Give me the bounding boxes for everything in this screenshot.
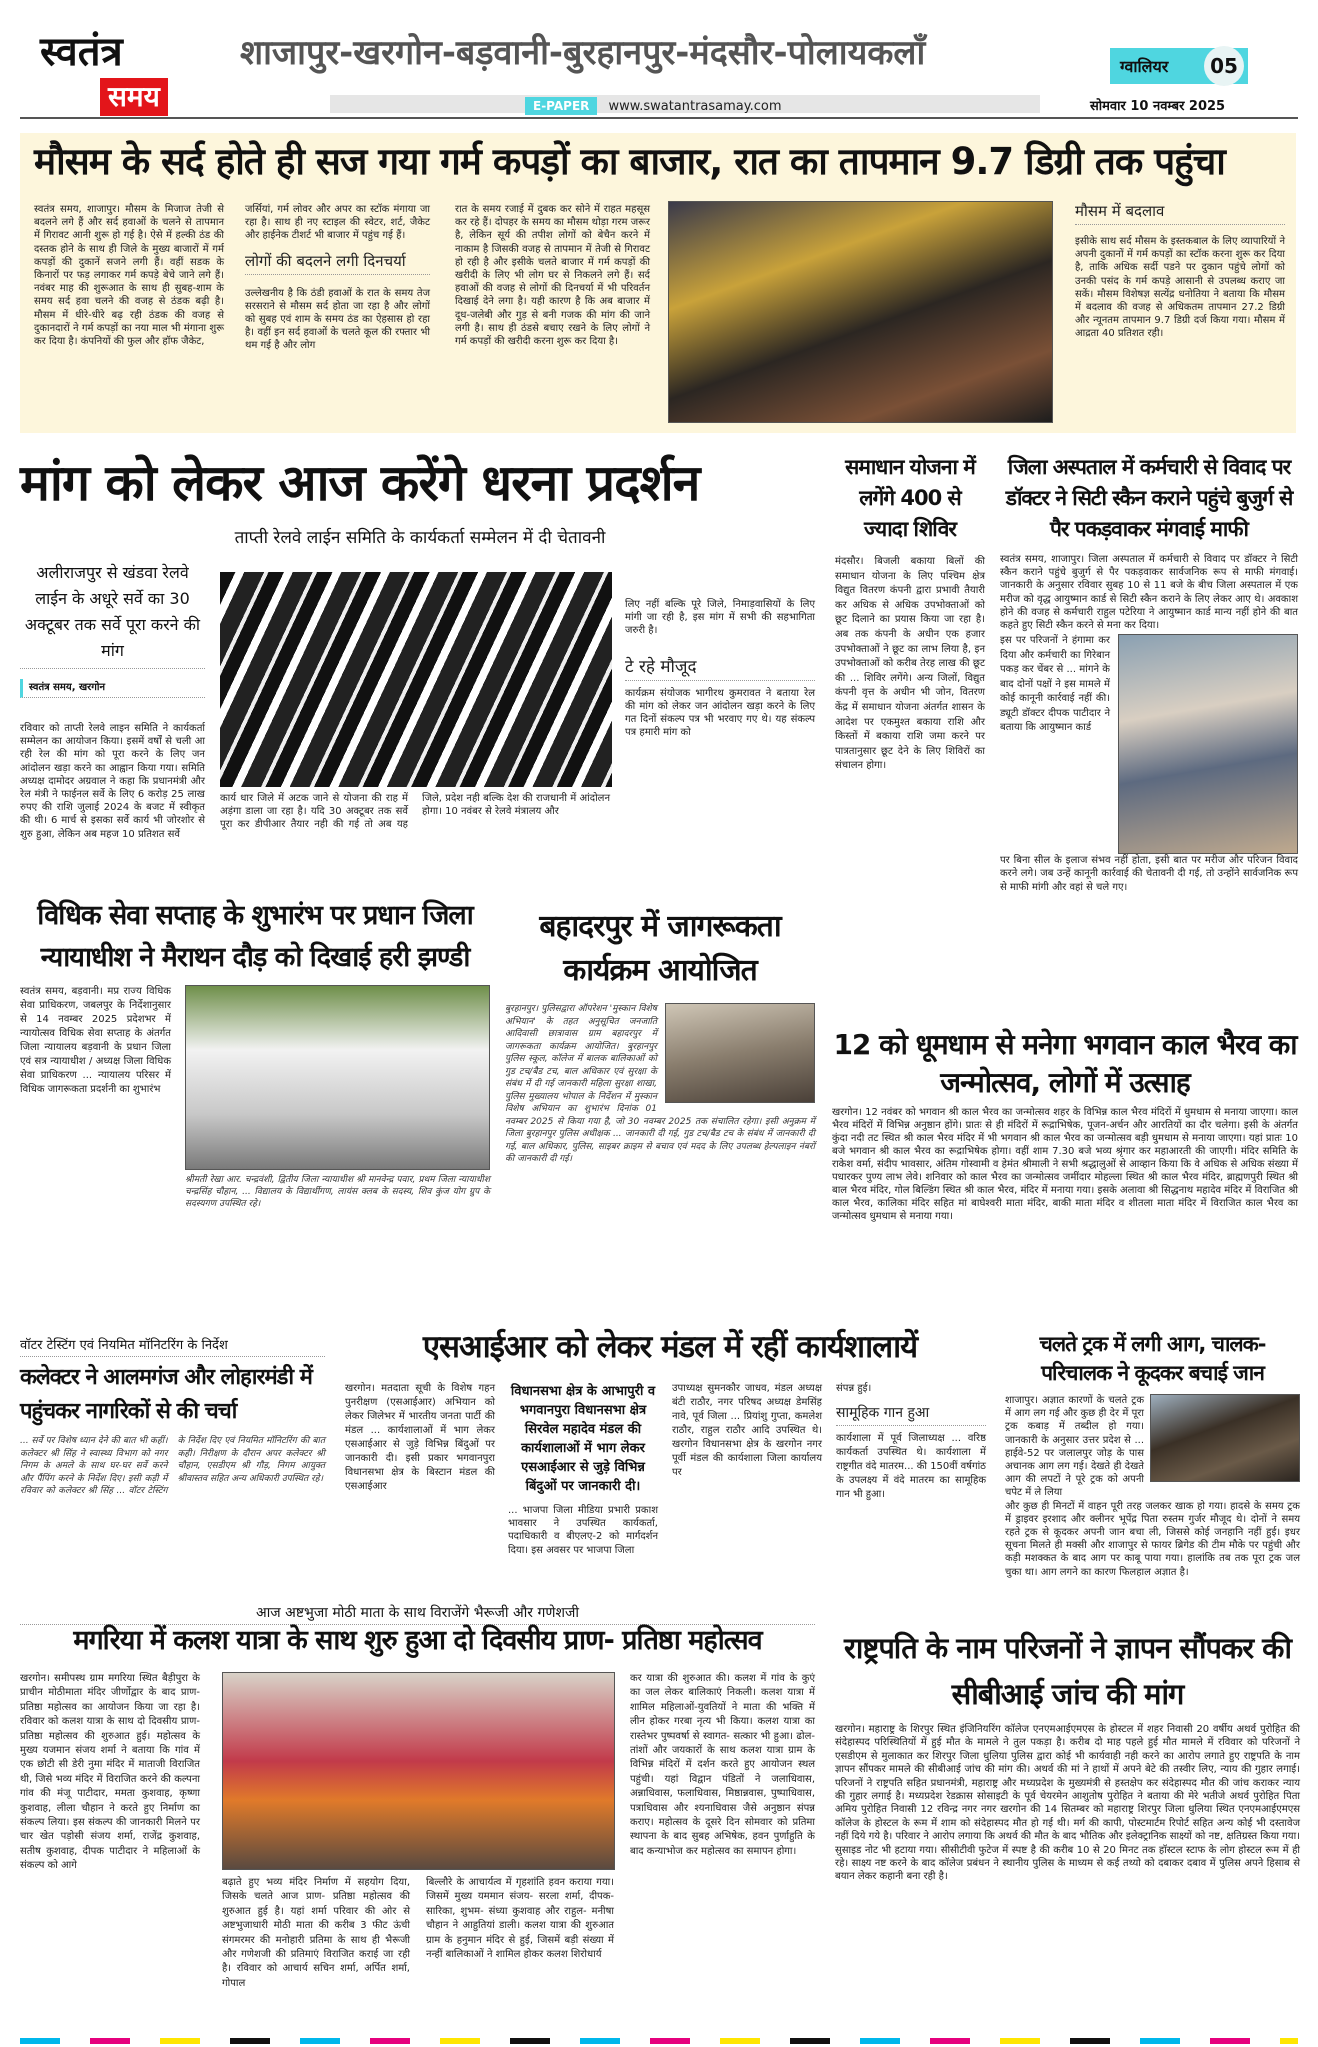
hospital-photo [1118,634,1298,854]
page-badge [1110,48,1248,84]
edition-title: शाजापुर-खरगोन-बड़वानी-बुरहानपुर-मंदसौर-पोलायकलाँ [240,33,926,73]
collector-headline: कलेक्टर ने आलमगंज और लोहारमंडी में पहुंचकर नागरिकों से की चर्चा [20,1365,312,1424]
sir-headline: एसआईआर को लेकर मंडल में रहीं कार्यशालायें [422,1329,918,1365]
cbi-story [835,1625,1300,1884]
top-story-col1: स्वतंत्र समय, शाजापुर। मौसम के मिजाज तेजी से बदलने लगे हैं और सर्द हवाओं के चलने से तापमान में गिरावट आनी शुरू हो गई है। ऐसे में हल्की ठंड की दस्तक होने के साथ ही जिले के मुख्य बाजारों में गर्म कपड़ों की दुकानें सजने लगी हैं। वहीं सडक के किनारों पर फड़ लगाकर गर्म कपड़े बेचे जाने लगे हैं। नवंबर माह की शुरूआत के साथ ही सुबह-शाम के समय सर्द हवा चलने की वजह से ठंडक बढ़ी है। मौसम में धीरे-धीरे बढ़ रही ठंडक की वजह से दुकानदारों ने गर्म कपड़ों का नया माल भी मंगाना शुरू कर दिया है। कंपनियों की फुल और हॉफ जैकेट, [34,204,224,348]
kalbhairav-headline: 12 को धूमधाम से मनेगा भगवान काल भैरव का जन्मोत्सव, लोगों में उत्साह [833,1028,1297,1099]
magariya-col3: बिल्लौरे के आचार्यत्व में गृहशांति हवन कराया गया। जिसमें मुख्य यममान संजय- सरला शर्मा, दीपक- सारिका, शुभम- संध्या कुशवाह और राहुल- मनीषा चौहान ने आहुतियां डाली। कलश यात्रा की शुरुआत ग्राम के हनुमान मंदिर से हुई, जिसमें बड़ी संख्या में नन्हीं बालिकाओं ने शामिल होकर कलश शिरोधार्य [426,1877,614,1961]
samadhan-story [835,452,985,774]
rail-col3a: लिए नहीं बल्कि पूरे जिले, निमाड़वासियों के लिए मांगी जा रही है, इस मांग में सभी की सहभागिता जरुरी है। [625,599,815,637]
truck-body1: शाजापुर। अज्ञात कारणों के चलते ट्रक में आग लग गई और कुछ ही देर में पूरा ट्रक कबाड़ में तब्दील हो गया। जानकारी के अनुसार उत्तर प्रदेश से ... हाईवे-52 पर जलालपुर जोड़ के पास अचानक आग लग गई। देखते ही देखते आग की लपटों ने पूरे ट्रक को अपनी चपेट में ले लिया [1005,1395,1144,1499]
vidhik-body: स्वतंत्र समय, बड़वानी। मप्र राज्य विधिक सेवा प्राधिकरण, जबलपुर के निर्देशानुसार से 14 नवम्बर 2025 प्रदेशभर में न्यायोत्सव विधिक सेवा सप्ताह के अंतर्गत जिला न्यायालय बड़वानी के प्रधान जिला एवं सत्र न्यायाधीश / अध्यक्ष जिला विधिक सेवा प्राधिकरण ... न्यायालय परिसर में विधिक जागरूकता प्रदर्शनी का शुभारंभ [20,986,171,1095]
magariya-headline: मगरिया में कलश यात्रा के साथ शुरु हुआ दो दिवसीय प्राण- प्रतिष्ठा महोत्सव [73,1625,762,1656]
protest-illustration [220,572,612,787]
marathon-photo [185,985,490,1170]
collector-body: ... सर्वे पर विशेष ध्यान देने की बात भी कहीं। कलेक्टर श्री सिंह ने स्वास्थ्य विभाग को नगर निगम के अमले के साथ घर-घर सर्वे करने और पैंपिंग करने के निर्देश दिए। इसी कड़ी में रविवार को कलेक्टर श्री सिंह ... वॉटर टेस्टिंग के निर्देश दिए एवं नियमित मॉनिटरिंग की बात कही। निरीक्षण के दौरान अपर कलेक्टर श्री चौहान, एसडीएम श्री गौड़, निगम आयुक्त श्रीवास्तव सहित अन्य अधिकारी उपस्थित रहे। [20,1436,325,1496]
vidhik-story [20,895,490,1216]
magariya-col2: बढ़ाते हुए भव्य मंदिर निर्माण में सहयोग दिया, जिसके चलते आज प्राण- प्रतिष्ठा महोत्सव की शुरुआत हुई है। यहां शर्मा परिवार की ओर से अष्टभुजाधारी मोठी माता की करीब 3 फीट ऊंची संगमरमर की मनोहारी प्रतिमा के साथ ही भैरूजी और गणेशजी की प्रतिमाएं विराजित कराई जा रही है। रविवार को आचार्य सचिन शर्मा, अर्पित शर्मा, गोपाल [222,1877,410,1989]
sir-col2: ... भाजपा जिला मीडिया प्रभारी प्रकाश भावसार ने उपस्थित कार्यकर्ता, पदाधिकारी व बीएलए-2 को मार्गदर्शन दिया। इस अवसर पर भाजपा जिला [508,1505,658,1556]
cbi-body: खरगोन। महाराष्ट्र के शिरपुर स्थित इंजिनियरिंग कॉलेज एनएमआईएमएस के होस्टल में शहर निवासी 20 वर्षीय अथर्व पुरोहित की संदेहास्पद परिस्थितियों में हुई मौत के मामले ने तुल पकड़ा है। करीब दो माह पहले हुई मौत मामले में रविवार को परिजनों ने एसडीएम से मुलाकात कर शिरपुर जिला धुलिया पुलिस द्वारा कोई भी कार्यवाही नही करने का आरोप लगाते हुए राष्ट्रपति के नाम ज्ञापन सौंपकर मामले की सीबीआई जांच की मांग की। अथर्व की मां ने हाथों में अपने बेटे की तस्वीर लिए, न्याय की गुहार लगाई। परिजनों ने राष्ट्रपति सहित प्रधानमंत्री, महाराष्ट्र और मध्यप्रदेश के मुख्यमंत्री से हस्तक्षेप कर संदेहास्पद मौत की जांच कराकर न्याय की गुहार लगाई है। मध्यप्रदेश रेडक्रास सोसाइटी के पूर्व चेयरमेन आशुतोष पुरोहित ने बताया की मेरे भतीजे अथर्व पुरोहित पिता अमिय पुरोहित निवासी 12 रविन्द्र नगर नगर खरगोन की 14 सितम्बर को महाराष्ट्र शिरपुर जिला धुलिया स्थित एनएमआईएमएस कॉलेज के होस्टल के रूम में शाम को संदेहास्पद मौत हो गई थी। मर्ग की कापी, पोस्टमार्टम रिपोर्ट सहित अन्य कोई भी दस्तावेज नहीं दिये गये है। परिवार ने आरोप लगाया कि अथर्व की मौत के बाद भौतिक और इलेक्ट्रानिक साक्ष्यों को नष्ट, क्षतिग्रस्त किया गया। सुसाइड नोट भी हटाया गया। सीसीटीवी फुटेज में स्पष्ट है की करीब 10 से 20 मिनट तक हॉस्टल स्टाफ के लोग होस्टल रूम में ही रहे। साक्ष्य नष्ट करने के बाद कॉलेज प्रबंधन ने स्थानीय पुलिस के माध्यम से कई तथ्यो को दबाकर दबाव में पुलिस अपने हिसाब से बयान लेकर कहानी बना रही है। [835,1724,1300,1883]
sir-col2-stack [508,1382,658,1557]
hospital-headline: जिला अस्पताल में कर्मचारी से विवाद पर डॉक्टर ने सिटी स्कैन कराने पहुंचे बुजुर्ग से पैर पकड़वाकर मंगवाई माफी [1005,455,1293,541]
kalbhairav-body: खरगोन। 12 नवंबर को भगवान श्री काल भैरव का जन्मोत्सव शहर के विभिन्न काल भैरव मंदिरों में धुमधाम से मनाया जाएगा। काल भैरव मंदिरों में विभिन्न अनुष्ठान होंगे। प्रातः से ही मंदिरों में रूद्राभिषेक, पूजन-अर्चन और आरतियों का दौर चलेगा। इसी के अंतर्गत कुंदा नदी तट स्थित श्री काल भैरव मंदिर में भी भगवान श्री काल भैरव का जन्मोत्सव बड़ी धुमधाम से मनाया जाएगा। यहां प्रातः 10 बजे भगवान श्री काल भैरव का रूद्राभिषेक होगा। वहीं शाम 7.30 बजे भव्य श्रृंगार कर महाआरती की जाएगी। मंदिर समिति के राकेश वर्मा, संदीप भावसार, अंतिम गोस्वामी व हेमंत श्रीमाली ने सभी श्रद्धालुओं से आव्हान किया कि वे अधिक से अधिक संख्या में पधारकर पुण्य लाभ लेवे। शनिवार को काल भैरव का जन्मोत्सव जमींदार मोहल्ला स्थित श्री काल भैरव मंदिर, ब्राह्मणपुरी स्थित श्री बाल भैरव मंदिर, गोल बिल्डिंग स्थित श्री काल भैरव, मंदिर में मनाया गया। इसके अलावा श्री सिद्धनाथ महादेव मंदिर में विराजित श्री काल भैरव, कालिका मंदिर सहित मां बाघेश्वरी माता मंदिर, बाकी माता मंदिर व शीतला माता मंदिर में विराजित काल भैरव का जन्मोत्सव धुमधाम से मनाया गया। [832,1107,1298,1222]
truck-headline: चलते ट्रक में लगी आग, चालक-परिचालक ने कूदकर बचाई जान [1039,1332,1266,1385]
kalash-yatra-photo [222,1672,615,1870]
rail-byline: स्वतंत्र समय, खरगोन [20,679,205,698]
samadhan-headline: समाधान योजना में लगेंगे 400 से ज्यादा शिविर [845,455,975,541]
bahadurpur-story [505,905,815,1166]
rail-col3-subhead: टे रहे मौजूद [625,654,815,681]
logo-bottom: समय [100,78,168,116]
logo-top: स्वतंत्र [40,29,123,75]
top-story-headline: मौसम के सर्द होते ही सज गया गर्म कपड़ों का बाजार, रात का तापमान 9.7 डिग्री तक पहुंचा [34,140,1225,183]
rail-sidebar [20,560,205,698]
kalbhairav-story [832,1026,1298,1223]
weather-change-subhead: मौसम में बदलाव [1075,201,1285,225]
rail-subhead: ताप्ती रेलवे लाईन समिति के कार्यकर्ता सम्मेलन में दी चेतावनी [234,528,606,548]
hospital-body2: इस पर परिजनों ने हंगामा कर दिया और कर्मचारी का गिरेबान पकड़ कर चेंबर से ... मांगने के बाद दोनों पक्षों ने इस मामले में कोई कानूनी कार्रवाई नहीं की। ड्यूटी डॉक्टर दीपक पाटीदार ने बताया कि आयुष्मान कार्ड [1000,635,1110,734]
city-label: ग्वालियर [1120,57,1169,76]
magariya-col4: कर यात्रा की शुरुआत की। कलश में गांव के कुएं का जल लेकर बालिकाएं निकली। कलश यात्रा में शामिल महिलाओं-युवतियों ने माता की भक्ति में लीन होकर गरबा नृत्य भी किया। कलश यात्रा का रास्तेभर पुष्पवर्षा से स्वागत- सत्कार भी हुआ। ढोल-तांशों और जयकारों के साथ कलश यात्रा ग्राम के विभिन्न मंदिरों में दर्शन करते हुए आयोजन स्थल पहुंची। यहां विद्वान पंडितों ने जलाधिवास, अन्नाधिवास, फलाधिवास, मिष्ठान्नवास, पुष्पाधिवास, पत्राधिवास और श्यनाधिवास जैसे अनुष्ठान संपन्न कराए। महोत्सव के दूसरे दिन सोमवार को प्रतिमा स्थापना के बाद सुबह अभिषेक, हवन पुर्णाहुति के बाद कन्याभोज कर महोत्सव का समापन होगा। [630,1673,815,1857]
burnt-truck-photo [1150,1394,1300,1482]
sir-col3: उपाध्यक्ष सुमनकौर जाधव, मंडल अध्यक्ष बंटी राठौर, नगर परिषद अध्यक्ष डेमसिंह नावे, पूर्व जिला ... प्रियांशु गुप्ता, कमलेश राठौर, राहुल राठौर आदि उपस्थित थे। खरगोन विधानसभा क्षेत्र के खरगोन नगर पूर्वी मंडल की कार्यशाला जिला कार्यालय पर [672,1383,822,1478]
samadhan-body: मंदसौर। बिजली बकाया बिलों की समाधान योजना के लिए पश्चिम क्षेत्र विद्युत वितरण कंपनी द्वारा प्रभावी तैयारी कर अधिक से अधिक उपभोक्ताओं को छूट दिलाने का प्रयास किया जा रहा है। अब तक कंपनी के अधीन एक हजार उपभोक्ताओं ने छूट का लाभ लिया है, इन उपभोक्ताओं को करीब तेरह लाख की छूट की ... शिविर लगेंगे। अन्य जिलों, विद्युत कंपनी वृत्त के अधीन भी जोन, वितरण केंद्र में समाधान योजना अंतर्गत शासन के आदेश पर एकमुश्त बकाया राशि और किस्तों में बकाया राशि जमा करने पर पात्रतानुसार छूट देने के लिए शिविरों का संचालन होगा। [835,556,985,772]
warm-clothes-market-photo [668,201,1053,423]
top-story-col3: रात के समय रजाई में दुबक कर सोने में राहत महसूस कर रहे हैं। दोपहर के समय का मौसम थोड़ा गरम जरूर है, लेकिन सूर्य की तपीश लोगों को बेचैन करने में नाकाम है जिसकी वजह से तापमान में तेजी से गिरावट हो रही है और इसीके चलते बाजार में गर्म कपड़ों की खरीदी के लिए भी लोग घर से निकलने लगे हैं। सर्द हवाओं की वजह से लोगों की दिनचर्या में भी परिवर्तन दिखाई देने लगा है। यही कारण है कि अब बाजार में दूध-जलेबी और गुड़ से बनी गजक की मांग की जाने लगी है। साथ ही ठंडसे बचाए रखने के लिए लोगों ने गर्म कपड़ों की खरीदी करना शुरू कर दिया है। [455,204,650,348]
rail-col3b: कार्यक्रम संयोजक भागीरथ कुमरावत ने बताया रेल की मांग को लेकर जन आंदोलन खड़ा करने के लिए गत दिनों संकल्प पत्र भी भरवाए गए थे। यह संकल्प पत्र हमारी मांग को [625,687,815,739]
hospital-body3: पर बिना सील के इलाज संभव नहीं होता, इसी बात पर मरीज और परिजन विवाद करने लगे। जब उन्हें कानूनी कार्रवाई की चेतावनी दी गई, तो उन्होंने सार्वजनिक रूप से माफी मांगी और वहां से चले गए। [1000,855,1298,893]
epaper-strip [330,95,1040,113]
top-story-col2b: उल्लेखनीय है कि ठंडी हवाओं के रात के समय तेज सरसराने से मौसम सर्द होता जा रहा है और लोगों को सुबह एवं शाम के समय ठंड का ऐहसास हो रहा है। वहीं इन सर्द हवाओं के चलते कूल की रफ्तार भी थम गई है और लोग [245,287,430,352]
hospital-body1: स्वतंत्र समय, शाजापुर। जिला अस्पताल में कर्मचारी से विवाद पर डॉक्टर ने सिटी स्कैन कराने पहुंचे बुजुर्ग से पैर पकड़वाकर सार्वजनिक रूप से माफी मंगवाई। जानकारी के अनुसार रविवार सुबह 10 से 11 बजे के बीच जिला अस्पताल में एक मरीज को वृद्ध आयुष्मान कार्ड से सिटी स्कैन कराने के लिए लेकर आए थे। अवकाश होने की वजह से कर्मचारी राहुल पटेरिया ने आयुष्मान कार्ड मान्य नहीं होने की बात कहते हुए सिटी स्कैन करने से मना कर दिया। [1000,554,1298,632]
sir-box: विधानसभा क्षेत्र के आभापुरी व भगवानपुरा विधानसभा क्षेत्र सिरवेल महादेव मंडल की कार्यशालाओं में भाग लेकर एसआईआर से जुड़े विभिन्न बिंदुओं पर जानकारी दी। [510,1384,656,1494]
page-number: 05 [1204,46,1244,86]
rail-col2: कार्य धार जिले में अटक जाने से योजना की राह में अड़ंगा डाला जा रहा है। यदि 30 अक्टूबर तक सर्वे पूरा कर डीपीआर तैयार नही की गई तो अब यह जिले, प्रदेश नही बल्कि देश की राजधानी में आंदोलन होगा। 10 नवंबर से रेलवे मंत्रालय और [220,793,610,831]
magariya-col1: खरगोन। समीपस्थ ग्राम मगरिया स्थित बैड़ीपुरा के प्राचीन मोठीमाता मंदिर जीर्णोद्वार के बाद प्राण- प्रतिष्ठा महोत्सव का आयोजन किया जा रहा है। रविवार को कलश यात्रा के साथ दो दिवसीय प्राण- प्रतिष्ठा महोत्सव की शुरुआत हुई। महोत्सव के मुख्य यजमान संजय शर्मा ने बताया कि गांव में एक छोटी सी डेरी नुमा मंदिर में माताजी विराजित थी, जिसे भव्य मंदिर में विराजित करने की कल्पना गांव की मंजू पाटीदार, ममता कुशवाह, कृष्णा कुशवाह, लीला चौहान ने करते हुए निर्माण का संकल्प लिया। इस संकल्प की जानकारी मिलने पर चार खेत पड़ोसी संजय शर्मा, राजेंद्र कुशवाह, सतीष कुशवाह, दीपक पाटीदार ने महिलाओं के संकल्प को आगे [20,1673,200,1872]
issue-date: सोमवार 10 नवम्बर 2025 [1090,99,1226,114]
sir-col4a: संपन्न हुई। [836,1383,872,1394]
color-registration-strip [20,2038,1298,2044]
hospital-story [1000,452,1298,894]
rail-sidebar-text: अलीराजपुर से खंडवा रेलवे लाईन के अधूरे सर्वे का 30 अक्टूबर तक सर्वे पूरा करने की मांग [20,560,205,669]
bahadurpur-body: बुरहानपुर। पुलिसद्वारा ऑपरेशन 'मुस्कान विशेष अभियान' के तहत अनुसूचित जनजाति आदिवासी छात्रावास ग्राम बहादरपुर में जागरूकता कार्यक्रम आयोजित। बुरहानपुर पुलिस स्कूल, कॉलेज में बालक बालिकाओं को गुड टच/बैड टच, बाल अधिकार एवं सुरक्षा के संबंध में दी गई जानकारी महिला सुरक्षा शाखा, पुलिस मुख्यालय भोपाल के निर्देशन में मुस्कान विशेष अभियान का शुभारंभ दिनांक 01 नवम्बर 2025 से किया गया है, जो 30 नवम्बर 2025 तक संचालित रहेगा। इसी अनुक्रम में जिला बुरहानपुर पुलिस अधीक्षक ... जानकारी दी गई, गुड टच/बैड टच के संबंध में जानकारी दी गई, बाल अधिकार, पुलिस, साइबर क्राइम से बचाव एवं मदद के लिए उपलब्ध हेल्पलाइन नंबरों की जानकारी दी गई। [505,1004,815,1164]
top-story [20,133,1296,433]
collector-story [20,1335,325,1498]
bahadurpur-headline: बहादरपुर में जागरूकता कार्यक्रम आयोजित [539,909,781,988]
website-link[interactable]: www.swatantrasamay.com [608,99,782,114]
rail-col1: रविवार को ताप्ती रेलवे लाइन समिति ने कार्यकर्ता सम्मेलन का आयोजन किया। इसमें वर्षों से चली आ रही रेल की मांग को पूरा करने के लिए जन आंदोलन खड़ा करने का आह्वान किया गया। समिति अध्यक्ष दामोदर अग्रवाल ने कहा कि प्रधानमंत्री और रेल मंत्री ने फाईनल सर्वे के लिए 6 करोड़ 25 लाख रुपए की राशि जुलाई 2024 के बजट में स्वीकृत की थी। 6 मार्च से इसका सर्वे कार्य भी जोरशोर से शुरु हुआ, लेकिन अब महज 10 प्रतिशत सर्वे [20,723,205,840]
masthead-logo [40,28,212,118]
sir-col1: खरगोन। मतदाता सूची के विशेष गहन पुनरीक्षण (एसआईआर) अभियान को लेकर जिलेभर में भारतीय जनता पार्टी की मंडल ... कार्यशालाओं में भाग लेकर एसआईआर से जुड़े विभिन्न बिंदुओं पर जानकारी दी। इसी प्रकार भगवानपुरा विधानसभा क्षेत्र के बिस्टान मंडल की एसआईआर [345,1383,495,1492]
masthead-divider [20,117,1298,119]
sir-col4b: कार्यशाला में पूर्व जिलाध्यक्ष ... वरिष्ठ कार्यकर्ता उपस्थित थे। कार्यशाला में राष्ट्रगीत वंदे मातरम... की 150वीं वर्षगांठ के उपलक्ष्य में वंदे मातरम का सामूहिक गान भी हुआ। [836,1433,986,1501]
cbi-headline: राष्ट्रपति के नाम परिजनों ने ज्ञापन सौंपकर की सीबीआई जांच की मांग [844,1631,1291,1711]
rail-headline: मांग को लेकर आज करेंगे धरना प्रदर्शन [20,454,700,512]
collector-kicker: वॉटर टेस्टिंग एवं नियमित मॉनिटरिंग के निर्देश [20,1335,325,1357]
top-story-col2 [245,203,430,353]
truck-story [1005,1330,1300,1579]
awareness-photo [665,1003,815,1103]
top-story-col2a: जर्सियां, गर्म लोवर और अपर का स्टॉक मंगाया जा रहा है। साथ ही नए स्टाइल की स्वेटर, शर्ट, जैकेट और हाईनेक टीशर्ट भी बाजार में पहुंच गई हैं। [245,204,430,242]
top-story-subhead: लोगों की बदलने लगी दिनचर्या [245,251,430,275]
magariya-kicker: आज अष्टभुजा मोठी माता के साथ विराजेंगे भैरूजी और गणेशजी [20,1603,815,1625]
vidhik-photo-block [185,985,490,1210]
epaper-label: E-PAPER [525,97,597,115]
top-story-right [1075,201,1285,341]
sir-col4-subhead: सामूहिक गान हुआ [836,1403,986,1426]
vidhik-caption: श्रीमती रेखा आर. चन्द्रवंशी, द्वितीय जिला न्यायाधीश श्री मानवेन्द्र पवार, प्रथम जिला न्यायाधीश चन्द्रसिंह चौहान, ... विद्यालय के विद्यार्थीगण, लायंस क्लब के सदस्य, शिव कुंज योग ग्रुप के सदस्यगण उपस्थित रहे। [185,1175,490,1209]
truck-body2: और कुछ ही मिनटों में वाहन पूरी तरह जलकर खाक हो गया। हादसे के समय ट्रक में ड्राइवर इरशाद और क्लीनर भूपेंद्र पिता रुस्तम गुर्जर मौजूद थे। दोनों ने समय रहते ट्रक से कूदकर अपनी जान बचा ली, जिससे कोई जनहानि नहीं हुई। इधर सूचना मिलते ही मक्सी और शाजापुर से फायर ब्रिगेड की टीम मौके पर पहुंची और कड़ी मशक्कत के बाद आग पर काबू पाया गया। हालांकि तब तक पूरा ट्रक जल चुका था। आग लगने का कारण फिलहाल अज्ञात है। [1005,1500,1300,1578]
weather-change-text: इसीके साथ सर्द मौसम के इस्तकबाल के लिए व्यापारियों ने अपनी दुकानों में गर्म कपड़ों का स्टॉक करना शुरू कर दिया है, ताकि अधिक सर्दी पडने पर दुकान पहुंचे लोगों को उनकी पसंद के गर्म कपड़े आसानी से उपलब्ध कराए जा सकें। मौसम विशेषज्ञ सत्येंद्र धनोतिया ने बताया कि मौसम में बदलाव की वजह से अधिकतम तापमान 27.2 डिग्री और न्यूनतम तापमान 9.7 डिग्री दर्ज किया गया। मौसम में आद्रता 40 प्रतिशत रही। [1075,236,1285,340]
rail-col3 [625,598,815,739]
vidhik-headline: विधिक सेवा सप्ताह के शुभारंभ पर प्रधान जिला न्यायाधीश ने मैराथन दौड़ को दिखाई हरी झण्डी [37,900,473,973]
sir-col4 [836,1382,986,1502]
